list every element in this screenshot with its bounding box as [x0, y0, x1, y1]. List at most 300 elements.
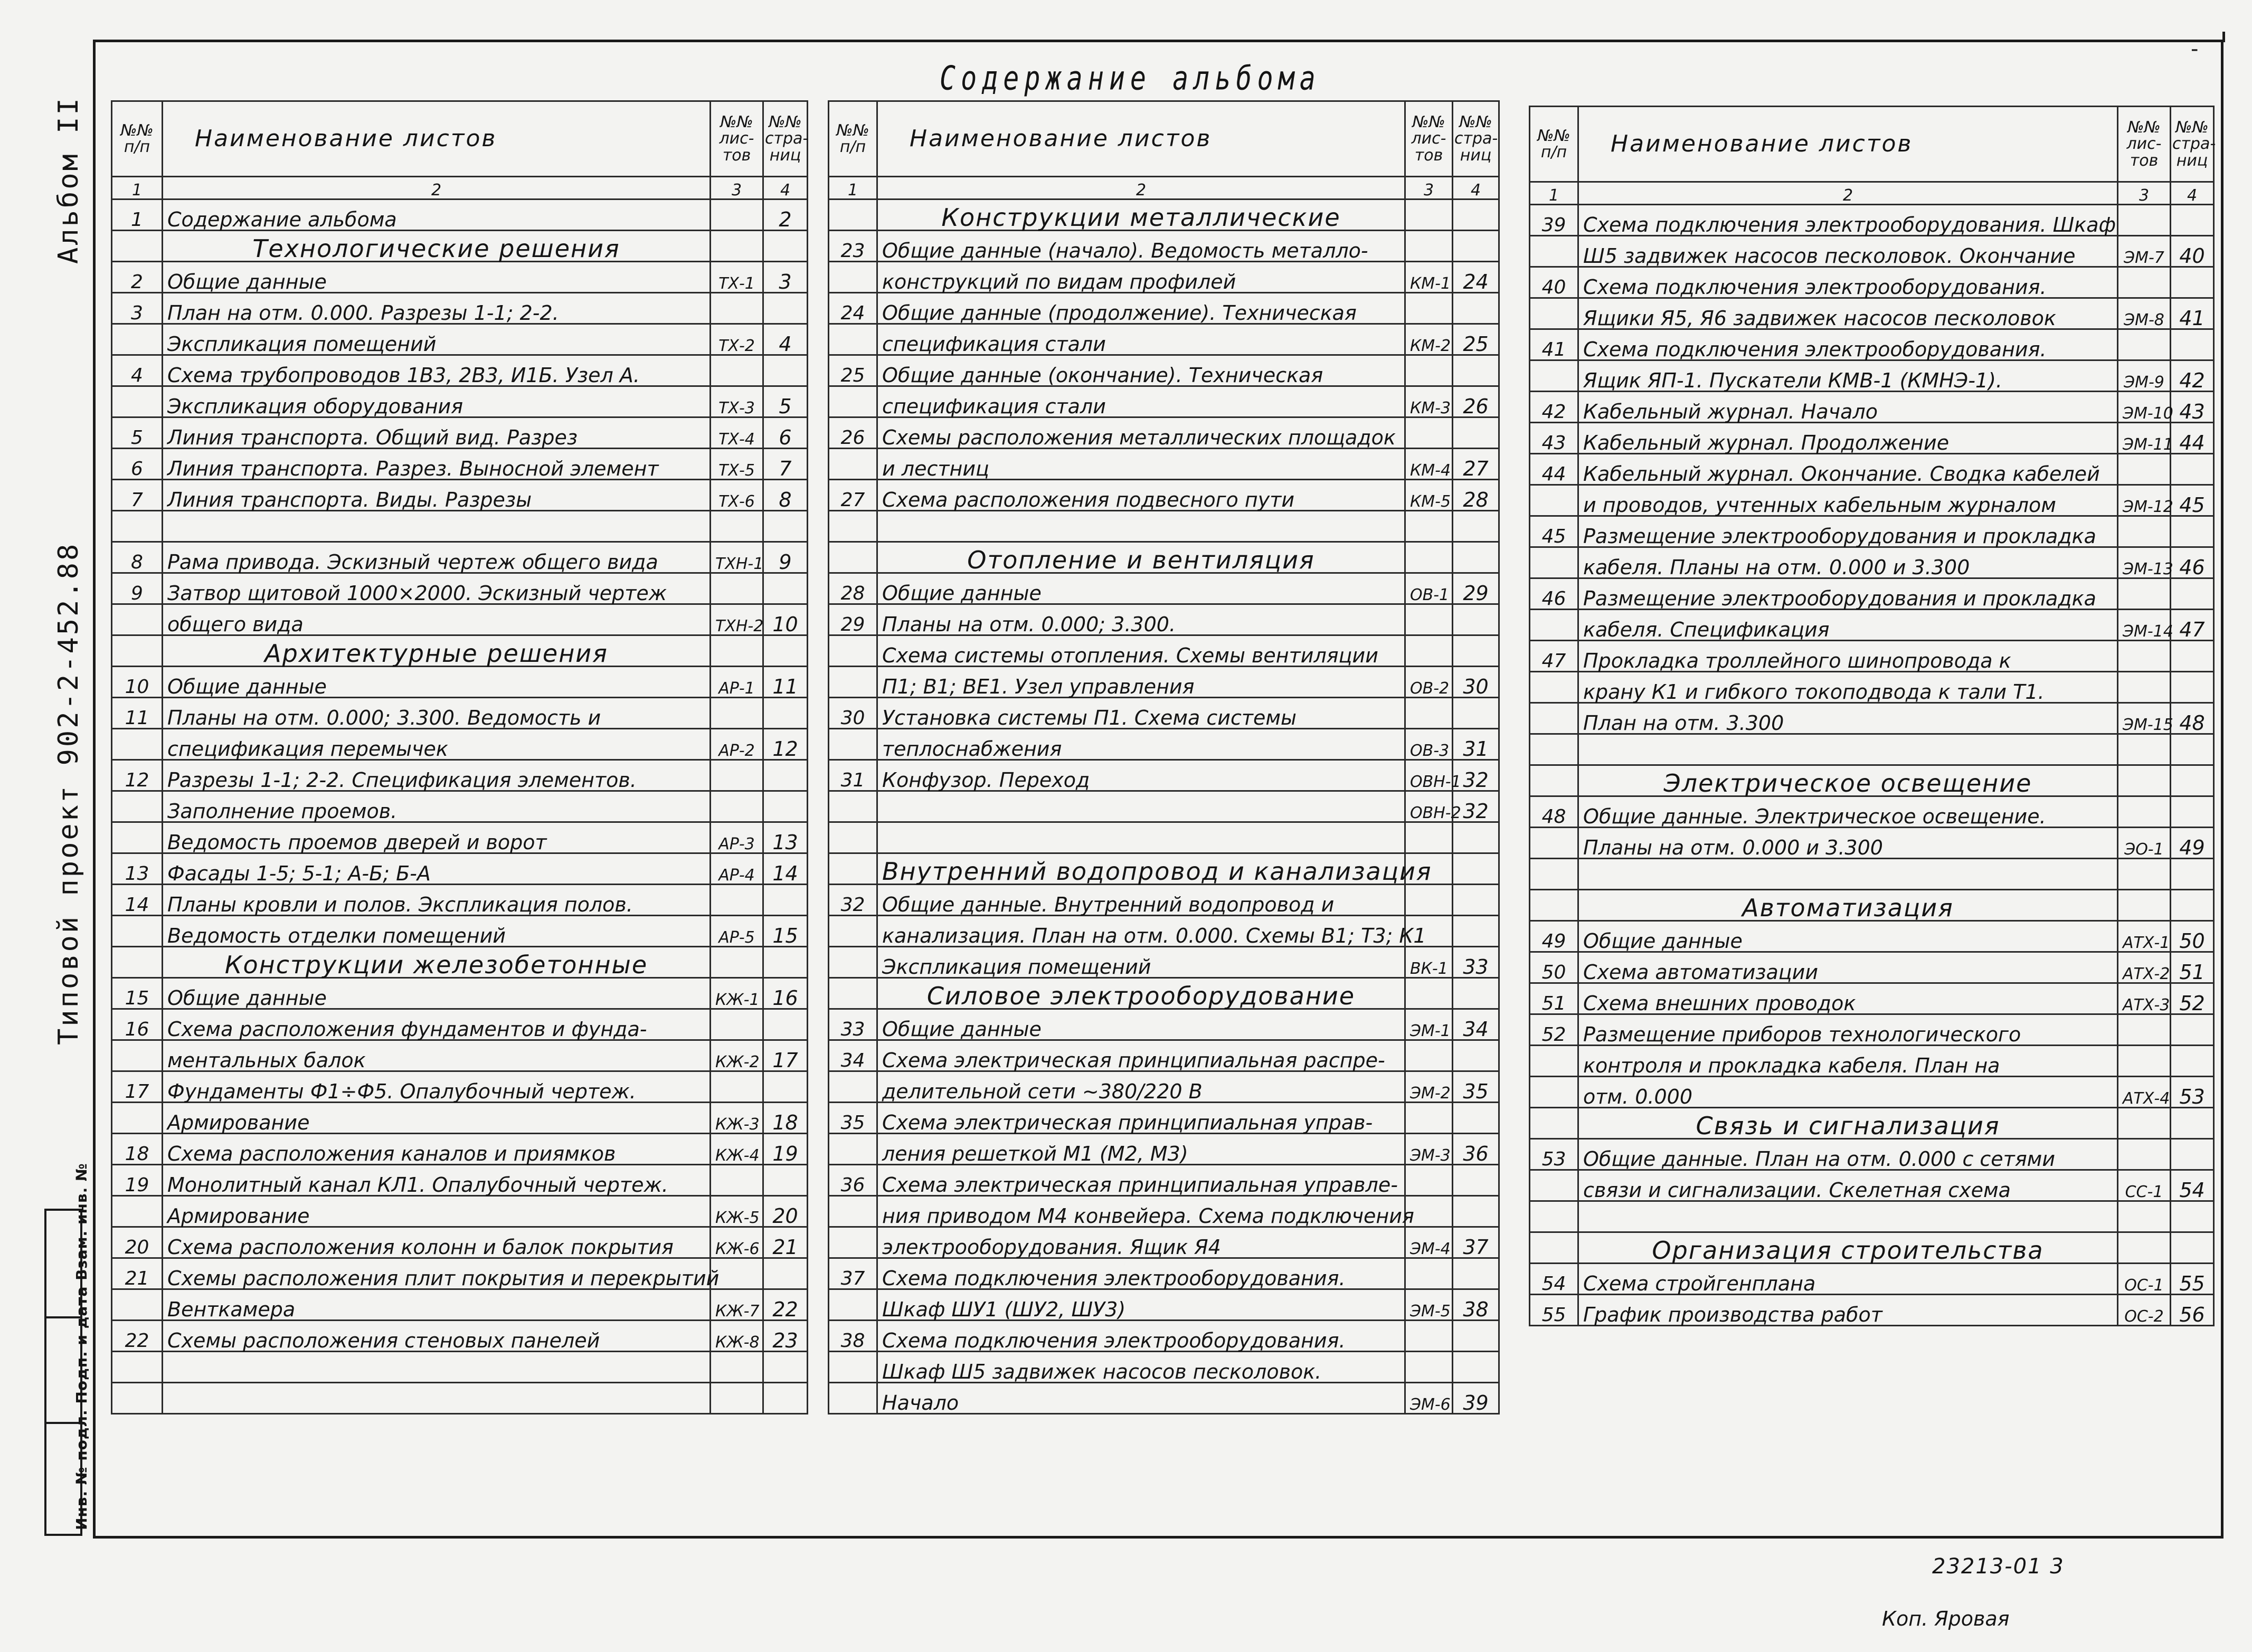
sheet-code: КМ-5 [1405, 480, 1453, 511]
row-number: 47 [1530, 641, 1578, 672]
section-row [112, 947, 808, 978]
page-number [763, 1165, 808, 1196]
table-row [829, 1321, 1499, 1352]
row-number: 33 [829, 1009, 877, 1040]
sheet-code: ЭМ-1 [1405, 1009, 1453, 1040]
sheet-code [711, 1009, 763, 1040]
sheet-code [1405, 355, 1453, 386]
table-row [1530, 298, 2214, 329]
sheet-name: и лестниц [877, 449, 1405, 480]
page-number: 25 [1453, 324, 1499, 355]
sheet-name: Схема электрическая принципиальная распре- [877, 1040, 1405, 1071]
row-number [1530, 734, 1578, 765]
sheet-code: ТХ-1 [711, 262, 763, 293]
column-number: 2 [163, 177, 711, 200]
sheet-name: Начало [877, 1383, 1405, 1414]
column-number: 1 [829, 177, 877, 200]
row-number: 2 [112, 262, 163, 293]
row-number: 17 [112, 1071, 163, 1103]
sheet-name [877, 822, 1405, 853]
section-row [112, 231, 808, 262]
page-number [763, 1071, 808, 1103]
page-number: 55 [2171, 1264, 2214, 1295]
column-number-row [112, 177, 808, 200]
section-title: Связь и сигнализация [1578, 1108, 2118, 1139]
section-title: Автоматизация [1578, 890, 2118, 921]
sheet-code [1405, 293, 1453, 324]
table-row [829, 822, 1499, 853]
sheet-code [2118, 454, 2171, 485]
sheet-name: Прокладка троллейного шинопровода к [1578, 641, 2118, 672]
sheet-name [1578, 1201, 2118, 1232]
table-row [1530, 1264, 2214, 1295]
row-number: 8 [112, 542, 163, 573]
row-number: 13 [112, 853, 163, 885]
section-page-cell [1453, 542, 1499, 573]
page-number [1453, 822, 1499, 853]
sheet-name: Общие данные [163, 978, 711, 1009]
page-number: 45 [2171, 485, 2214, 516]
sheet-code: ЭМ-9 [2118, 360, 2171, 392]
sheet-name: Общие данные [1578, 921, 2118, 952]
row-number: 12 [112, 760, 163, 791]
sheet-name: Планы кровли и полов. Экспликация полов. [163, 885, 711, 916]
table-row [1530, 859, 2214, 890]
sheet-code: АТХ-1 [2118, 921, 2171, 952]
page-number: 18 [763, 1103, 808, 1134]
table-row [112, 573, 808, 604]
sheet-code [711, 293, 763, 324]
sheet-name: Общие данные. План на отм. 0.000 с сетями [1578, 1139, 2118, 1170]
sheet-code [2118, 734, 2171, 765]
table-row [1530, 703, 2214, 734]
sheet-code: ЭМ-7 [2118, 236, 2171, 267]
sheet-name: Затвор щитовой 1000×2000. Эскизный чертеж [163, 573, 711, 604]
row-number [1530, 1201, 1578, 1232]
column-number: 3 [2118, 182, 2171, 205]
page-number [2171, 859, 2214, 890]
page-number [1453, 698, 1499, 729]
table-row [112, 1196, 808, 1227]
sheet-name: Экспликация оборудования [163, 386, 711, 417]
sheet-code [1405, 635, 1453, 667]
page-number [2171, 205, 2214, 236]
sheet-name: Общие данные [877, 573, 1405, 604]
section-page-cell [763, 635, 808, 667]
sheet-name: Планы на отм. 0.000; 3.300. [877, 604, 1405, 635]
page-number [763, 573, 808, 604]
table-row [1530, 578, 2214, 610]
sheet-code [1405, 1258, 1453, 1289]
page-number: 43 [2171, 392, 2214, 423]
section-row [829, 978, 1499, 1009]
table-row [829, 1289, 1499, 1321]
column-number: 3 [1405, 177, 1453, 200]
sheet-name: спецификация перемычек [163, 729, 711, 760]
sheet-name: общего вида [163, 604, 711, 635]
header-name: Наименование листов [877, 101, 1405, 177]
row-number: 16 [112, 1009, 163, 1040]
page-number: 39 [1453, 1383, 1499, 1414]
table-row [112, 355, 808, 386]
row-number: 37 [829, 1258, 877, 1289]
section-num-cell [112, 231, 163, 262]
sheet-name: отм. 0.000 [1578, 1077, 2118, 1108]
table-row [829, 417, 1499, 449]
sheet-code [711, 698, 763, 729]
row-number: 27 [829, 480, 877, 511]
row-number: 52 [1530, 1014, 1578, 1046]
section-code-cell [1405, 542, 1453, 573]
stamp-text: Инв. № подл. Подп. и дата Взам. инв. № [73, 1163, 90, 1530]
section-title: Внутренний водопровод и канализация [877, 853, 1405, 885]
sheet-code: КЖ-2 [711, 1040, 763, 1071]
sheet-name: Схема трубопроводов 1В3, 2В3, И1Б. Узел А. [163, 355, 711, 386]
section-num-cell [1530, 1108, 1578, 1139]
column-number-row [829, 177, 1499, 200]
row-number [829, 1071, 877, 1103]
sheet-code: ТХН-1 [711, 542, 763, 573]
page-number [1453, 1258, 1499, 1289]
sheet-name: Содержание альбома [163, 200, 711, 231]
sheet-name: Планы на отм. 0.000; 3.300. Ведомость и [163, 698, 711, 729]
sheet-code: АР-2 [711, 729, 763, 760]
table-row [112, 853, 808, 885]
page-number: 50 [2171, 921, 2214, 952]
row-number: 15 [112, 978, 163, 1009]
corner-mark: - [2191, 37, 2199, 61]
table-row [829, 1383, 1499, 1414]
table-row [1530, 1046, 2214, 1077]
sheet-code: ОВН-2 [1405, 791, 1453, 822]
sheet-name: Рама привода. Эскизный чертеж общего вида [163, 542, 711, 573]
row-number: 50 [1530, 952, 1578, 983]
table-row [112, 449, 808, 480]
sheet-code [1405, 1103, 1453, 1134]
section-code-cell [2118, 890, 2171, 921]
row-number: 29 [829, 604, 877, 635]
page-number [2171, 672, 2214, 703]
table-row [829, 1103, 1499, 1134]
table-row [112, 1165, 808, 1196]
sheet-name [163, 511, 711, 542]
section-num-cell [112, 947, 163, 978]
sheet-name: канализация. План на отм. 0.000. Схемы В1; Т3; К1 [877, 916, 1405, 947]
column-number-row [1530, 182, 2214, 205]
sheet-name: Конфузор. Переход [877, 760, 1405, 791]
page-number [2171, 578, 2214, 610]
page-number: 34 [1453, 1009, 1499, 1040]
sheet-name [877, 511, 1405, 542]
sheet-name: Разрезы 1-1; 2-2. Спецификация элементов. [163, 760, 711, 791]
table-row [112, 1071, 808, 1103]
section-page-cell [1453, 200, 1499, 231]
sheet-name: Общие данные (продолжение). Техническая [877, 293, 1405, 324]
page-number: 37 [1453, 1227, 1499, 1258]
sheet-code: ОВ-3 [1405, 729, 1453, 760]
section-page-cell [1453, 978, 1499, 1009]
row-number: 32 [829, 885, 877, 916]
sheet-name: Ведомость отделки помещений [163, 916, 711, 947]
section-num-cell [829, 853, 877, 885]
sheet-name: Размещение приборов технологического [1578, 1014, 2118, 1046]
row-number: 42 [1530, 392, 1578, 423]
table-row [112, 1009, 808, 1040]
page-number [2171, 516, 2214, 547]
sheet-name: Установка системы П1. Схема системы [877, 698, 1405, 729]
row-number: 43 [1530, 423, 1578, 454]
sheet-name: Ящики Я5, Я6 задвижек насосов песколовок [1578, 298, 2118, 329]
page-number [1453, 1040, 1499, 1071]
sheet-name: кабеля. Планы на отм. 0.000 и 3.300 [1578, 547, 2118, 578]
sheet-name: Схемы расположения металлических площадок [877, 417, 1405, 449]
row-number: 48 [1530, 796, 1578, 828]
table-row [829, 698, 1499, 729]
section-num-cell [112, 635, 163, 667]
sheet-name: Монолитный канал КЛ1. Опалубочный чертеж. [163, 1165, 711, 1196]
sheet-name: Схема подключения электрооборудования. [877, 1258, 1405, 1289]
table-row [112, 417, 808, 449]
page-number: 14 [763, 853, 808, 885]
sheet-code [711, 511, 763, 542]
page-number: 48 [2171, 703, 2214, 734]
page-number: 22 [763, 1289, 808, 1321]
sheet-code [2118, 1139, 2171, 1170]
row-number [1530, 547, 1578, 578]
sheet-name: крану К1 и гибкого токоподвода к тали Т1. [1578, 672, 2118, 703]
page-number [1453, 355, 1499, 386]
table-row [112, 1383, 808, 1414]
header-page: №№ стра-ниц [2171, 107, 2214, 182]
page-number: 8 [763, 480, 808, 511]
section-title: Конструкции металлические [877, 200, 1405, 231]
row-number: 26 [829, 417, 877, 449]
section-code-cell [1405, 200, 1453, 231]
table-row [829, 1040, 1499, 1071]
sheet-code: ЭМ-15 [2118, 703, 2171, 734]
sheet-code [711, 573, 763, 604]
row-number: 1 [112, 200, 163, 231]
sheet-name: Схема расположения каналов и приямков [163, 1134, 711, 1165]
section-page-cell [763, 947, 808, 978]
page-number: 4 [763, 324, 808, 355]
page-number [1453, 916, 1499, 947]
page-number: 7 [763, 449, 808, 480]
section-code-cell [711, 635, 763, 667]
table-row [1530, 1014, 2214, 1046]
page-number [1453, 1103, 1499, 1134]
sheet-code [1405, 885, 1453, 916]
sheet-name: Общие данные [877, 1009, 1405, 1040]
page-number: 44 [2171, 423, 2214, 454]
section-title: Силовое электрооборудование [877, 978, 1405, 1009]
section-row [1530, 765, 2214, 796]
page-number: 3 [763, 262, 808, 293]
sheet-name: Венткамера [163, 1289, 711, 1321]
sheet-name: и проводов, учтенных кабельным журналом [1578, 485, 2118, 516]
section-row [1530, 1108, 2214, 1139]
sheet-code: АТХ-3 [2118, 983, 2171, 1014]
page-number [2171, 267, 2214, 298]
row-number: 31 [829, 760, 877, 791]
row-number [829, 667, 877, 698]
sheet-code: КЖ-1 [711, 978, 763, 1009]
sheet-name: Схема автоматизации [1578, 952, 2118, 983]
page-number: 53 [2171, 1077, 2214, 1108]
column-number: 4 [1453, 177, 1499, 200]
sheet-code [711, 760, 763, 791]
row-number [112, 1196, 163, 1227]
row-number: 39 [1530, 205, 1578, 236]
sheet-code: ОС-1 [2118, 1264, 2171, 1295]
page-number: 33 [1453, 947, 1499, 978]
sheet-name: электрооборудования. Ящик Я4 [877, 1227, 1405, 1258]
page-number [1453, 885, 1499, 916]
row-number: 35 [829, 1103, 877, 1134]
page-number: 21 [763, 1227, 808, 1258]
sheet-code: АР-1 [711, 667, 763, 698]
table-row [829, 1165, 1499, 1196]
row-number: 38 [829, 1321, 877, 1352]
page-number [1453, 1321, 1499, 1352]
sheet-name: Ш5 задвижек насосов песколовок. Окончание [1578, 236, 2118, 267]
page-number [763, 1009, 808, 1040]
page-number [763, 760, 808, 791]
page-number: 24 [1453, 262, 1499, 293]
table-row [829, 355, 1499, 386]
section-title: Отопление и вентиляция [877, 542, 1405, 573]
row-number [1530, 672, 1578, 703]
table-row [829, 947, 1499, 978]
header-sheet: №№ лис-тов [2118, 107, 2171, 182]
table-row [112, 760, 808, 791]
header-num: №№ п/п [1530, 107, 1578, 182]
page-number: 28 [1453, 480, 1499, 511]
section-title: Технологические решения [163, 231, 711, 262]
sheet-code: КМ-1 [1405, 262, 1453, 293]
sheet-code [2118, 859, 2171, 890]
sheet-name: Шкаф ШУ1 (ШУ2, ШУ3) [877, 1289, 1405, 1321]
sheet-name: Фасады 1-5; 5-1; А-Б; Б-А [163, 853, 711, 885]
sheet-code: ТХ-5 [711, 449, 763, 480]
row-number [1530, 1046, 1578, 1077]
sheet-code [711, 1071, 763, 1103]
table-row [112, 542, 808, 573]
sheet-code: ТХ-3 [711, 386, 763, 417]
table-row [829, 1227, 1499, 1258]
row-number: 18 [112, 1134, 163, 1165]
section-code-cell [2118, 1232, 2171, 1264]
sheet-name: Схема расположения фундаментов и фунда- [163, 1009, 711, 1040]
row-number [112, 822, 163, 853]
table-row [829, 729, 1499, 760]
sheet-code: ЭМ-6 [1405, 1383, 1453, 1414]
row-number: 53 [1530, 1139, 1578, 1170]
page-number: 2 [763, 200, 808, 231]
sheet-code: ОВ-2 [1405, 667, 1453, 698]
sheet-code: ЭМ-12 [2118, 485, 2171, 516]
sheet-code [711, 1165, 763, 1196]
sheet-code [711, 885, 763, 916]
table-row [112, 1134, 808, 1165]
sheet-code: АР-4 [711, 853, 763, 885]
table-row [112, 386, 808, 417]
sheet-name: Схемы расположения стеновых панелей [163, 1321, 711, 1352]
sheet-code: АТХ-2 [2118, 952, 2171, 983]
page-number [1453, 231, 1499, 262]
row-number [829, 1196, 877, 1227]
row-number: 54 [1530, 1264, 1578, 1295]
page-number: 10 [763, 604, 808, 635]
section-num-cell [829, 978, 877, 1009]
sheet-name: Общие данные (окончание). Техническая [877, 355, 1405, 386]
table-row [112, 1352, 808, 1383]
page-number: 15 [763, 916, 808, 947]
sheet-name: Шкаф Ш5 задвижек насосов песколовок. [877, 1352, 1405, 1383]
sheet-code: ТХН-2 [711, 604, 763, 635]
page-number: 12 [763, 729, 808, 760]
row-number [1530, 360, 1578, 392]
page-number [2171, 796, 2214, 828]
row-number: 21 [112, 1258, 163, 1289]
table-row [829, 760, 1499, 791]
table-row [1530, 734, 2214, 765]
sheet-name: ния приводом М4 конвейера. Схема подключения [877, 1196, 1405, 1227]
sheet-name: ления решеткой М1 (М2, М3) [877, 1134, 1405, 1165]
table-row [112, 1040, 808, 1071]
table-row [829, 667, 1499, 698]
table-row [1530, 329, 2214, 360]
page-number [763, 511, 808, 542]
page-number: 42 [2171, 360, 2214, 392]
page-number: 35 [1453, 1071, 1499, 1103]
approval-stamp [44, 1163, 90, 1536]
page-number [763, 1352, 808, 1383]
section-code-cell [2118, 1108, 2171, 1139]
table-row [112, 262, 808, 293]
sheet-code [2118, 641, 2171, 672]
sheet-name: кабеля. Спецификация [1578, 610, 2118, 641]
page-number: 17 [763, 1040, 808, 1071]
side-project-text: Типовой проект 902-2-452.88 [53, 542, 84, 1045]
row-number: 49 [1530, 921, 1578, 952]
sheet-code [1405, 698, 1453, 729]
page-number: 38 [1453, 1289, 1499, 1321]
table-row [829, 1258, 1499, 1289]
section-num-cell [829, 200, 877, 231]
table-row [1530, 952, 2214, 983]
column-number: 1 [1530, 182, 1578, 205]
row-number: 24 [829, 293, 877, 324]
frame-tick [2222, 32, 2225, 42]
header-num: №№ п/п [112, 101, 163, 177]
row-number: 11 [112, 698, 163, 729]
table-row [829, 262, 1499, 293]
table-row [829, 885, 1499, 916]
row-number: 46 [1530, 578, 1578, 610]
table-row [1530, 423, 2214, 454]
table-row [112, 1321, 808, 1352]
sheet-name: Схема подключения электрооборудования. Шкаф [1578, 205, 2118, 236]
table-row [1530, 921, 2214, 952]
sheet-name: Схема электрическая принципиальная управ- [877, 1103, 1405, 1134]
row-number [112, 1383, 163, 1414]
header-page: №№ стра-ниц [763, 101, 808, 177]
page-number: 29 [1453, 573, 1499, 604]
table-row [829, 1352, 1499, 1383]
page-number [2171, 641, 2214, 672]
row-number [112, 324, 163, 355]
